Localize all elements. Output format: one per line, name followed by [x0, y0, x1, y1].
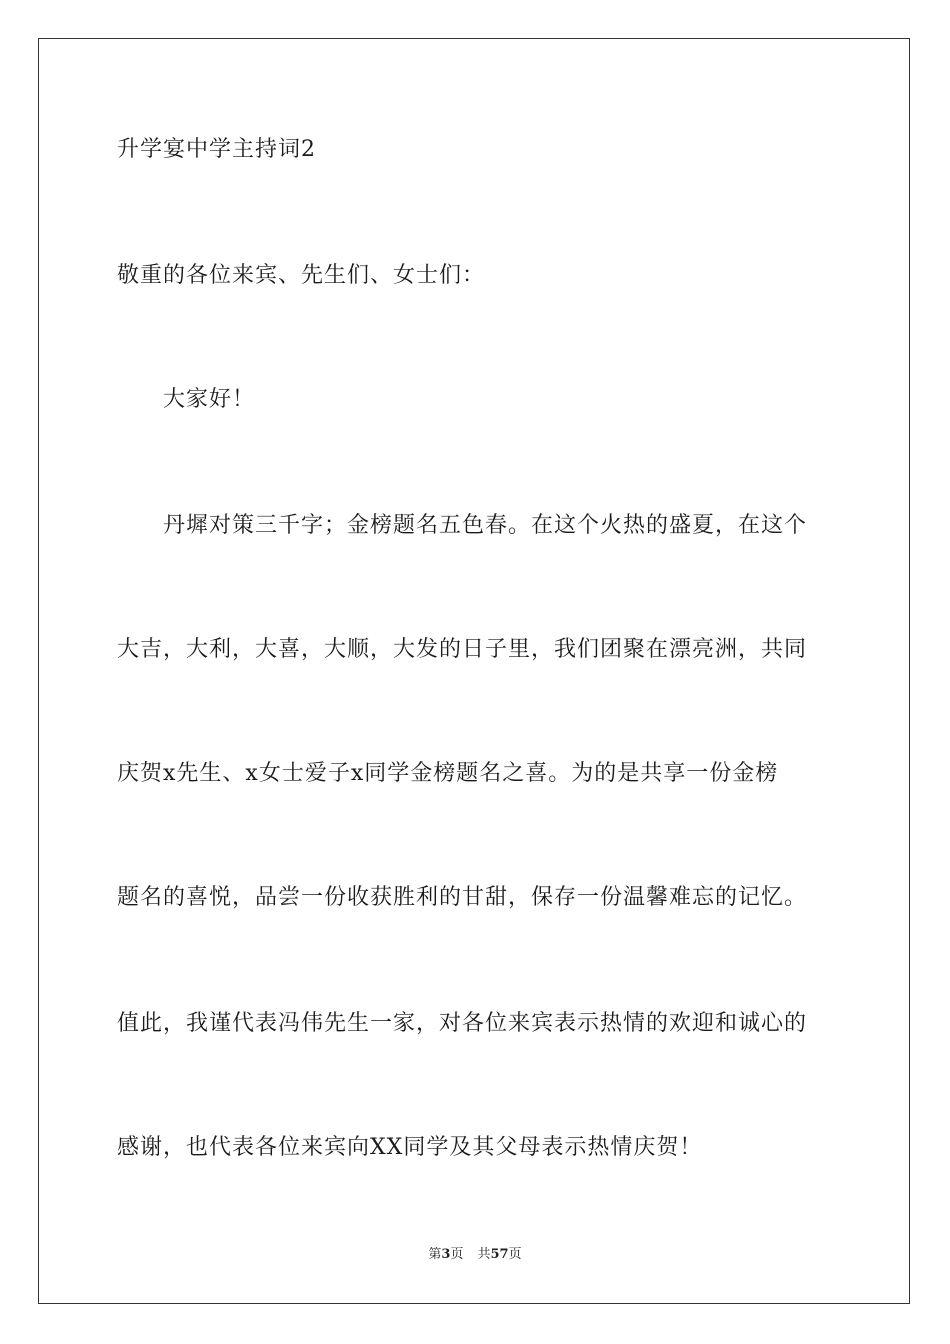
- greeting: 大家好！: [163, 387, 256, 412]
- page-suffix: 页: [450, 1247, 464, 1262]
- total-prefix: 共: [477, 1247, 491, 1262]
- total-pages: 57: [490, 1247, 509, 1262]
- page-border: [38, 38, 910, 1304]
- body-line-6: 感谢，也代表各位来宾向XX同学及其父母表示热情庆贺！: [117, 1135, 703, 1160]
- page-prefix: 第: [428, 1247, 442, 1262]
- total-suffix: 页: [508, 1247, 522, 1262]
- document-title: 升学宴中学主持词2: [117, 137, 316, 162]
- body-line-4: 题名的喜悦，品尝一份收获胜利的甘甜，保存一份温馨难忘的记忆。: [117, 885, 808, 910]
- body-line-3: 庆贺x先生、x女士爱子x同学金榜题名之喜。为的是共享一份金榜: [117, 761, 779, 786]
- salutation: 敬重的各位来宾、先生们、女士们：: [117, 263, 486, 288]
- page-number: 3: [441, 1247, 451, 1262]
- body-line-2: 大吉，大利，大喜，大顺，大发的日子里，我们团聚在漂亮洲，共同: [117, 637, 808, 662]
- body-line-5: 值此，我谨代表冯伟先生一家，对各位来宾表示热情的欢迎和诚心的: [117, 1011, 808, 1036]
- page-footer: [0, 1246, 950, 1264]
- body-line-1: 丹墀对策三千字；金榜题名五色春。在这个火热的盛夏，在这个: [163, 513, 808, 538]
